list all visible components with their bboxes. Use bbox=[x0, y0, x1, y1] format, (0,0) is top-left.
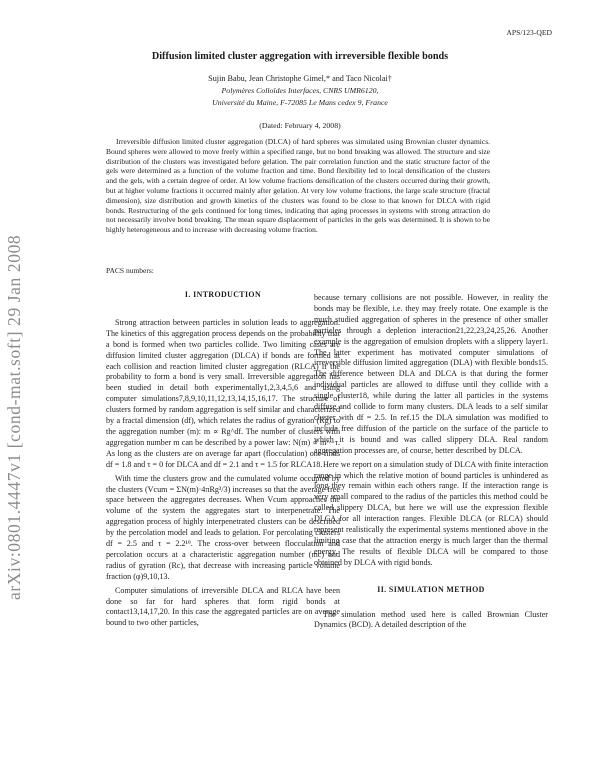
arxiv-stamp: arXiv:0801.4447v1 [cond-mat.soft] 29 Jan 2008 bbox=[4, 234, 24, 600]
section-heading-introduction: I. INTRODUCTION bbox=[184, 290, 262, 299]
body-paragraph: Computer simulations of irreversible DLCA and RLCA have been done so far for hard spheres that form rigid bonds at contact13,14,17,20. In this case the aggregated particles are on average bound to two other particles, bbox=[106, 585, 340, 628]
body-paragraph: Here we report on a simulation study of DLCA with finite interaction range in which the relative motion of bound particles is unhindered as long they remain within each others range. If the interaction range is very small compared to the radius of the particles this method could be called slippery DLCA, but here we will use the expression flexible DLCA for all interaction ranges. Flexible DLCA (or RLCA) should represent realistically the experimental systems mentioned above in the limiting case that the attraction energy is much larger than the thermal energy. The results of flexible DLCA will be compared to those obtained by DLCA with rigid bonds. bbox=[314, 459, 548, 567]
affiliation-line-2: Université du Maine, F-72085 Le Mans cedex 9, France bbox=[212, 98, 388, 107]
left-column bbox=[106, 290, 340, 632]
body-paragraph: because ternary collisions are not possible. However, in reality the bonds may be flexible, i.e. they may freely rotate. One example is the much studied aggregation of spheres in the presence of other smaller particles through a depletion interaction21,22,23,24,25,26. Another example is the aggregation of emulsion droplets with a slippery layer1. The latter experiment has motivated computer simulations of irreversible diffusion limited aggregation (DLA) with flexible bonds15. The difference between DLA and DLCA is that during the former individual particles are allowed to diffuse until they collide with a single cluster18, while during the latter all particles in the systems diffuse and collide to form many clusters. DLA leads to a self similar cluster with df = 2.5. In ref.15 the DLA simulation was modified to include free diffusion of the particle on the surface of the particle to which it is bound and was called slippery DLA. Real random aggregation processes are, of course, better described by DLCA. bbox=[314, 293, 548, 455]
affiliation-line-1: Polymères Colloïdes Interfaces, CNRS UMR6120, bbox=[221, 86, 379, 95]
paper-title: Diffusion limited cluster aggregation with irreversible flexible bonds bbox=[151, 51, 449, 62]
right-column bbox=[314, 293, 548, 634]
author-list: Sujin Babu, Jean Christophe Gimel,* and Taco Nicolai† bbox=[208, 74, 392, 83]
abstract: Irreversible diffusion limited cluster aggregation (DLCA) of hard spheres was simulated using Brownian cluster dynamics. Bound spheres were allowed to move freely within a specified range, but no bond breaking was allowed. The structure and size distribution of the clusters was investigated before gelation. The pair correlation function and the static structure factor of the gels were determined as a function of the volume fraction and time. Bond flexibility led to local densification of the clusters and the gels, with a certain degree of order. At low volume fractions densification of the clusters occurred during their growth, but at higher volume fractions it occurred mainly after gelation. At very low volume fractions, the large scale structure (fractal dimension), size distribution and growth kinetics of the clusters was found to be close to that known for DLCA with rigid bonds. Restructuring of the gels continued for long times, indicating that aging processes in systems with strong attraction do not necessarily involve bond breaking. The mean square displacement of particles in the gels was determined. It is shown to be highly heterogeneous and to increase with decreasing volume fraction. bbox=[106, 137, 490, 235]
body-paragraph: Strong attraction between particles in solution leads to aggregation. The kinetics of this aggregation process depends on the probability that a bond is formed when two particles collide. Two limiting cases are diffusion limited cluster aggregation (DLCA) if bonds are formed at each collision and reaction limited cluster aggregation (RLCA) if the probability to form a bond is very small. Irreversible aggregation has been studied in detail both experimentally1,2,3,4,5,6 and using computer simulations7,8,9,10,11,12,13,14,15,16,17. The structure of clusters formed by random aggregation is self similar and characterized by a fractal dimension (df), which relates the radius of gyration (Rg) to the aggregation number (m): m ∝ Rg^df. The number of clusters with aggregation number m can be described by a power law: N(m) ∝ m^−τ. As long as the clusters are on average far apart (flocculation) one finds df = 1.8 and τ = 0 for DLCA and df = 2.1 and τ = 1.5 for RLCA18. bbox=[106, 317, 340, 469]
body-paragraph: The simulation method used here is called Brownian Cluster Dynamics (BCD). A detailed description of the bbox=[314, 609, 548, 630]
date-line: (Dated: February 4, 2008) bbox=[259, 121, 341, 130]
body-paragraph: With time the clusters grow and the cumulated volume occupied by the clusters (Vcum = ΣN(m)·4πRg³/3) increases so that the average free space between the aggregates decreases. When Vcum approaches the volume of the system the aggregates start to interpenetrate. The aggregation process of highly interpenetrated clusters can be described by the percolation model and leads to gelation. For percolating clusters df = 2.5 and τ = 2.2¹⁹. The cross-over between flocculation and percolation occurs at a characteristic aggregation number (mc) and radius of gyration (Rc), that decrease with increasing particle volume fraction (φ)9,10,13. bbox=[106, 473, 340, 581]
section-heading-simulation-method: II. SIMULATION METHOD bbox=[377, 584, 485, 594]
pacs-numbers: PACS numbers: bbox=[106, 266, 154, 275]
page-reference: APS/123-QED bbox=[506, 28, 552, 37]
